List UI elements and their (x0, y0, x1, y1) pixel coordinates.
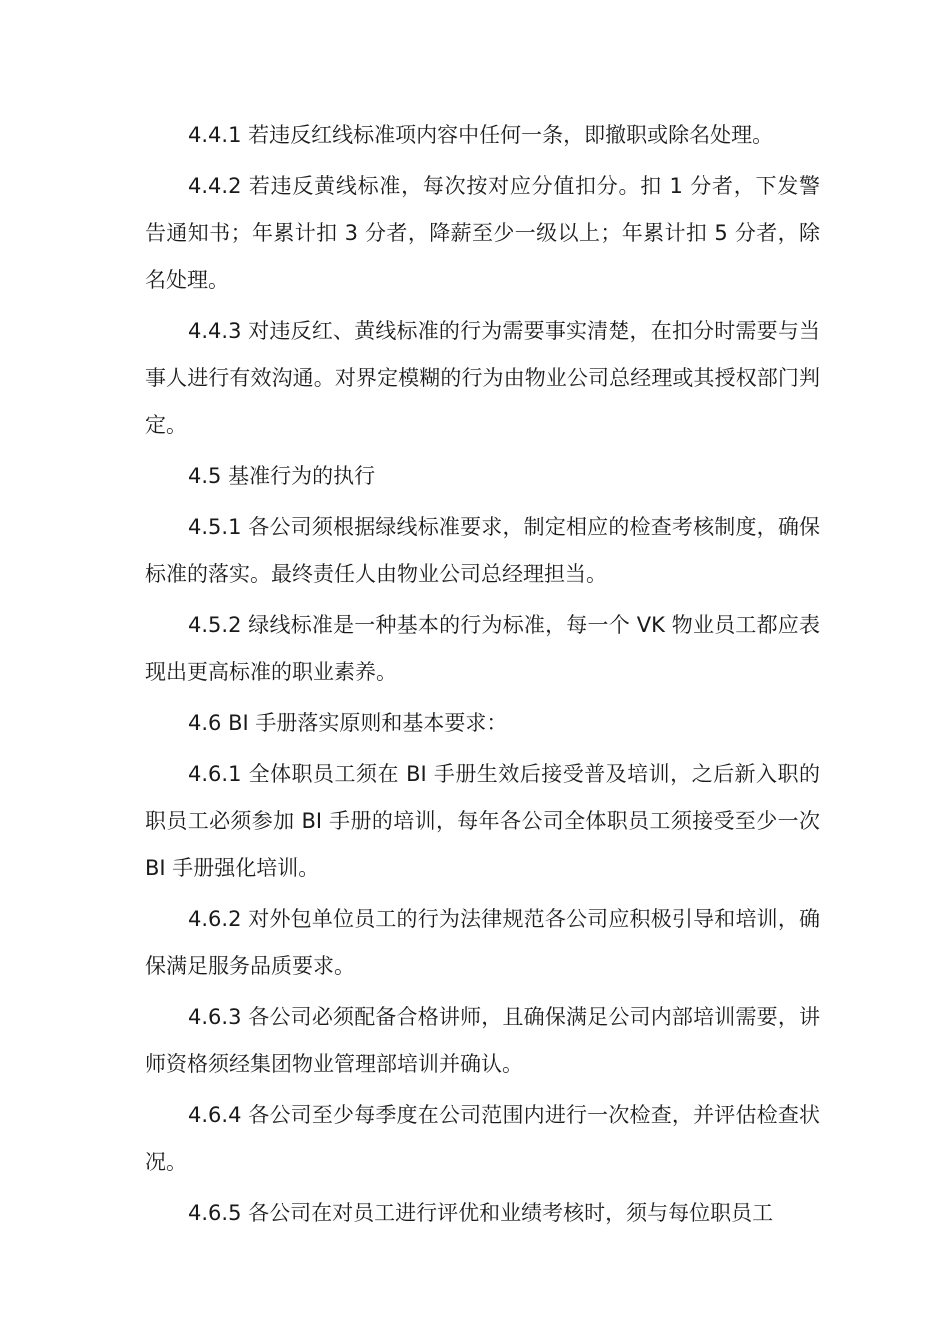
paragraph-4-6-1: 4.6.1 全体职员工须在 BI 手册生效后接受普及培训，之后新入职的职员工必须参加 BI 手册的培训，每年各公司全体职员工须接受至少一次 BI 手册强化培训。 (145, 762, 820, 880)
paragraph-4-5-2: 4.5.2 绿线标准是一种基本的行为标准，每一个 VK 物业员工都应表现出更高标准的职业素养。 (145, 613, 820, 684)
paragraph-4-6-5: 4.6.5 各公司在对员工进行评优和业绩考核时，须与每位职员工 (188, 1201, 774, 1225)
paragraph-4-6-3: 4.6.3 各公司必须配备合格讲师，且确保满足公司内部培训需要，讲师资格须经集团物业管理部培训并确认。 (145, 1005, 820, 1076)
paragraph-4-6-4: 4.6.4 各公司至少每季度在公司范围内进行一次检查，并评估检查状况。 (145, 1103, 820, 1174)
paragraph-4-4-2: 4.4.2 若违反黄线标准，每次按对应分值扣分。扣 1 分者，下发警告通知书；年累计扣 3 分者，降薪至少一级以上；年累计扣 5 分者，除名处理。 (145, 174, 820, 292)
paragraph-4-4-3: 4.4.3 对违反红、黄线标准的行为需要事实清楚，在扣分时需要与当事人进行有效沟通。对界定模糊的行为由物业公司总经理或其授权部门判定。 (145, 319, 820, 437)
heading-4-5: 4.5 基准行为的执行 (188, 464, 376, 488)
paragraph-4-5-1: 4.5.1 各公司须根据绿线标准要求，制定相应的检查考核制度，确保标准的落实。最终责任人由物业公司总经理担当。 (145, 515, 820, 586)
heading-4-6: 4.6 BI 手册落实原则和基本要求： (188, 711, 508, 735)
paragraph-4-4-1: 4.4.1 若违反红线标准项内容中任何一条，即撤职或除名处理。 (188, 123, 774, 147)
paragraph-4-6-2: 4.6.2 对外包单位员工的行为法律规范各公司应积极引导和培训，确保满足服务品质要求。 (145, 907, 820, 978)
document-body (145, 112, 820, 1241)
